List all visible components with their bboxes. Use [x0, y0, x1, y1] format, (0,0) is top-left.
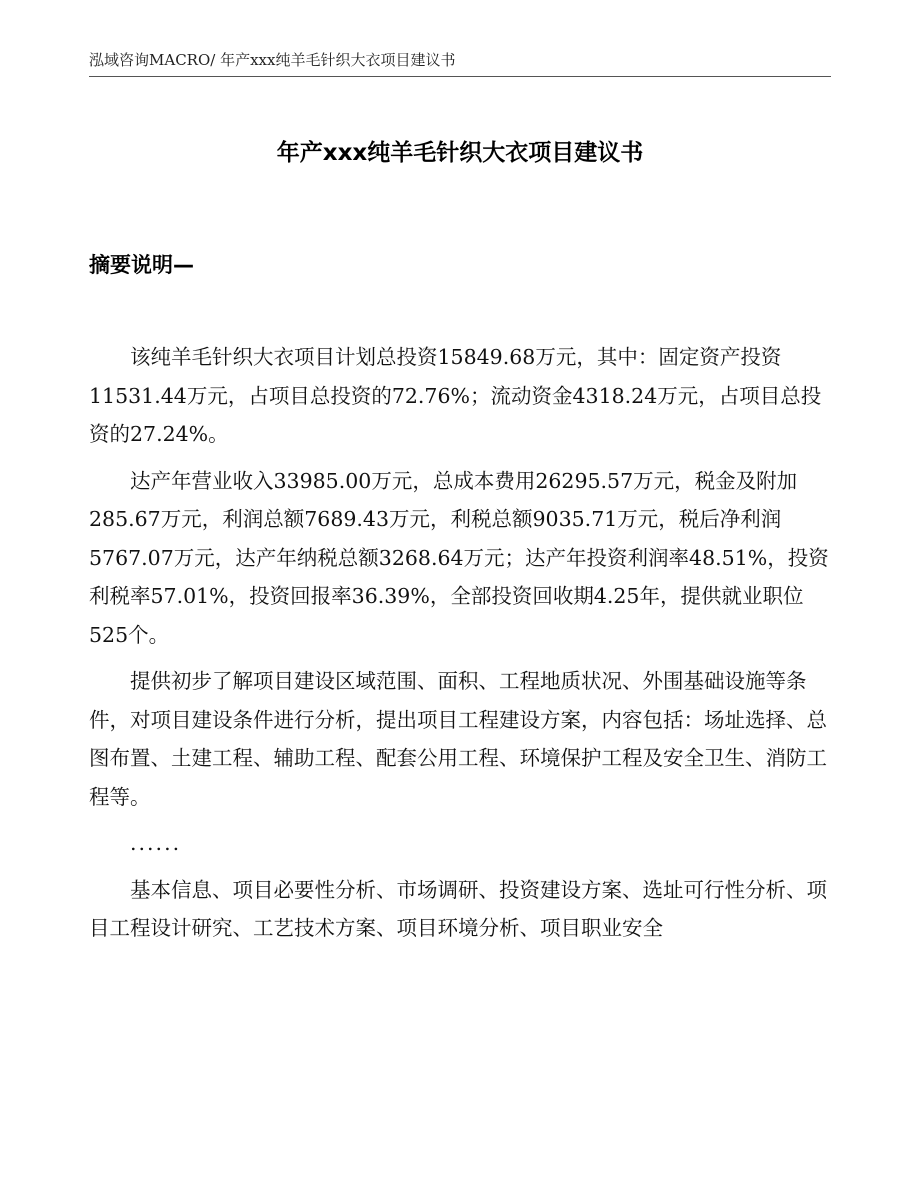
document-title: 年产xxx纯羊毛针织大衣项目建议书: [276, 140, 644, 166]
paragraph-construction: 提供初步了解项目建设区域范围、面积、工程地质状况、外围基础设施等条件，对项目建设条件进行分析，提出项目工程建设方案，内容包括：场址选择、总图布置、土建工程、辅助工程、配套公用工程、环境保护工程及安全卫生、消防工程等。: [89, 669, 827, 809]
paragraph-contents: 基本信息、项目必要性分析、市场调研、投资建设方案、选址可行性分析、项目工程设计研究、工艺技术方案、项目环境分析、项目职业安全: [89, 877, 827, 940]
paragraph-investment: 该纯羊毛针织大衣项目计划总投资15849.68万元，其中：固定资产投资11531.44万元，占项目总投资的72.76%；流动资金4318.24万元，占项目总投资的27.24%。: [89, 345, 822, 446]
ellipsis: ......: [130, 831, 182, 855]
breadcrumb-header: 泓域咨询MACRO/ 年产xxx纯羊毛针织大衣项目建议书: [89, 51, 456, 69]
paragraph-financials: 达产年营业收入33985.00万元，总成本费用26295.57万元，税金及附加285.67万元，利润总额7689.43万元，利税总额9035.71万元，税后净利润5767.07万元，达产年纳税总额3268.64万元；达产年投资利润率48.51%，投资利税率57.01%，投资回报率36.39%，全部投资回收期4.25年，提供就业职位525个。: [89, 468, 829, 647]
section-heading: 摘要说明—: [89, 253, 194, 277]
document-body: [89, 338, 831, 948]
header-divider: [89, 76, 831, 77]
